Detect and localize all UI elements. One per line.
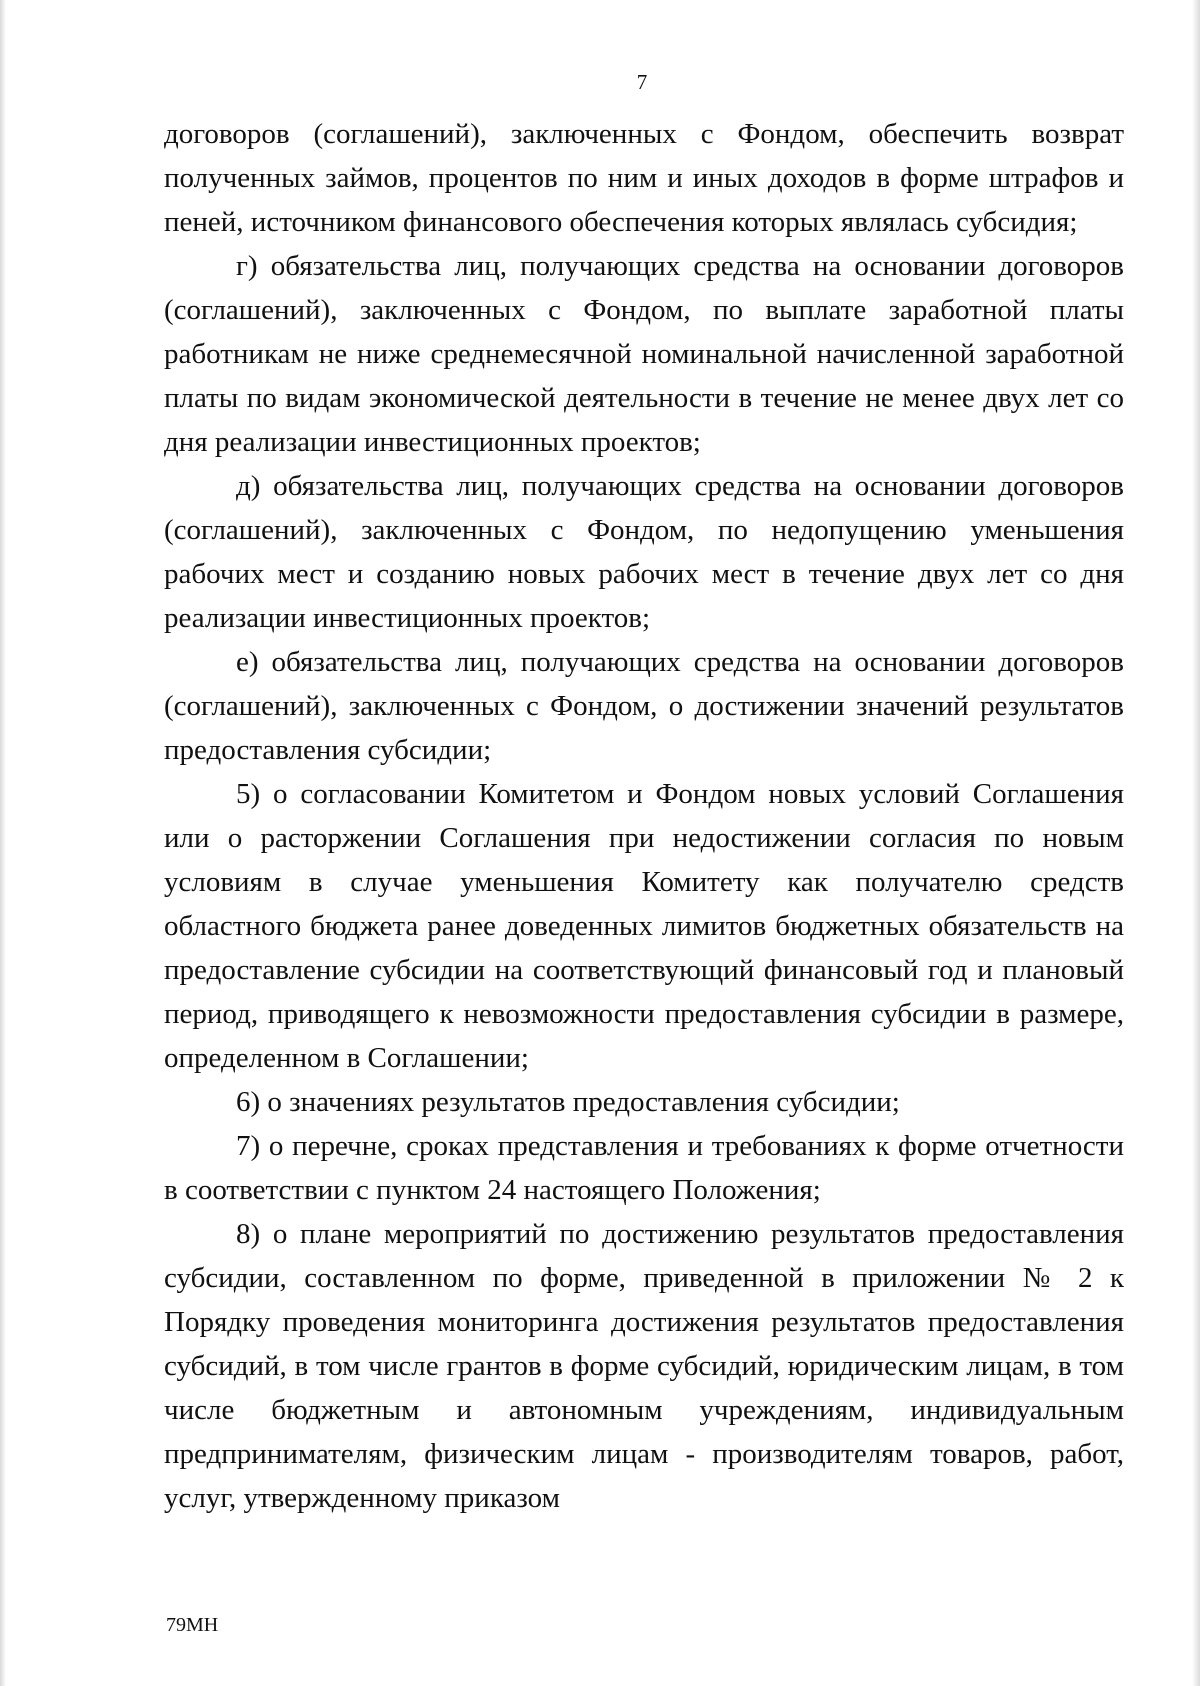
paragraph-item-6: 6) о значениях результатов предоставления субсидии; (236, 1086, 900, 1118)
paragraph-item-e: е) обязательства лиц, получающих средства на основании договоров (соглашений), заключенных с Фондом, о достижении значений результатов предоставления субсидии; (164, 646, 1124, 766)
paragraph-item-8: 8) о плане мероприятий по достижению результатов предоставления субсидии, составленном по форме, приведенной в приложении № 2 к Порядку проведения мониторинга достижения результатов предоставления субсидий, в том числе грантов в форме субсидий, юридическим лицам, в том числе бюджетным и автономным учреждениям, индивидуальным предпринимателям, физическим лицам - производителям товаров, работ, услуг, утвержденному приказом (164, 1218, 1124, 1514)
scan-edge-right (1192, 0, 1200, 1686)
scan-edge-left (0, 0, 6, 1686)
paragraph-item-7: 7) о перечне, сроках представления и требованиях к форме отчетности в соответствии с пунктом 24 настоящего Положения; (164, 1130, 1124, 1206)
paragraph-item-d: д) обязательства лиц, получающих средства на основании договоров (соглашений), заключенных с Фондом, по недопущению уменьшения рабочих мест и созданию новых рабочих мест в течение двух лет со дня реализации инвестиционных проектов; (164, 470, 1124, 634)
page-number: 7 (636, 70, 648, 94)
footer-document-code: 79МН (166, 1614, 219, 1636)
paragraph-item-g: г) обязательства лиц, получающих средства на основании договоров (соглашений), заключенных с Фондом, по выплате заработной платы работникам не ниже среднемесячной номинальной начисленной заработной платы по видам экономической деятельности в течение не менее двух лет со дня реализации инвестиционных проектов; (164, 250, 1124, 458)
document-body (164, 112, 1124, 1520)
paragraph-continuation: договоров (соглашений), заключенных с Фондом, обеспечить возврат полученных займов, процентов по ним и иных доходов в форме штрафов и пеней, источником финансового обеспечения которых являлась субсидия; (164, 118, 1124, 238)
paragraph-item-5: 5) о согласовании Комитетом и Фондом новых условий Соглашения или о расторжении Соглашения при недостижении согласия по новым условиям в случае уменьшения Комитету как получателю средств областного бюджета ранее доведенных лимитов бюджетных обязательств на предоставление субсидии на соответствующий финансовый год и плановый период, приводящего к невозможности предоставления субсидии в размере, определенном в Соглашении; (164, 778, 1124, 1074)
